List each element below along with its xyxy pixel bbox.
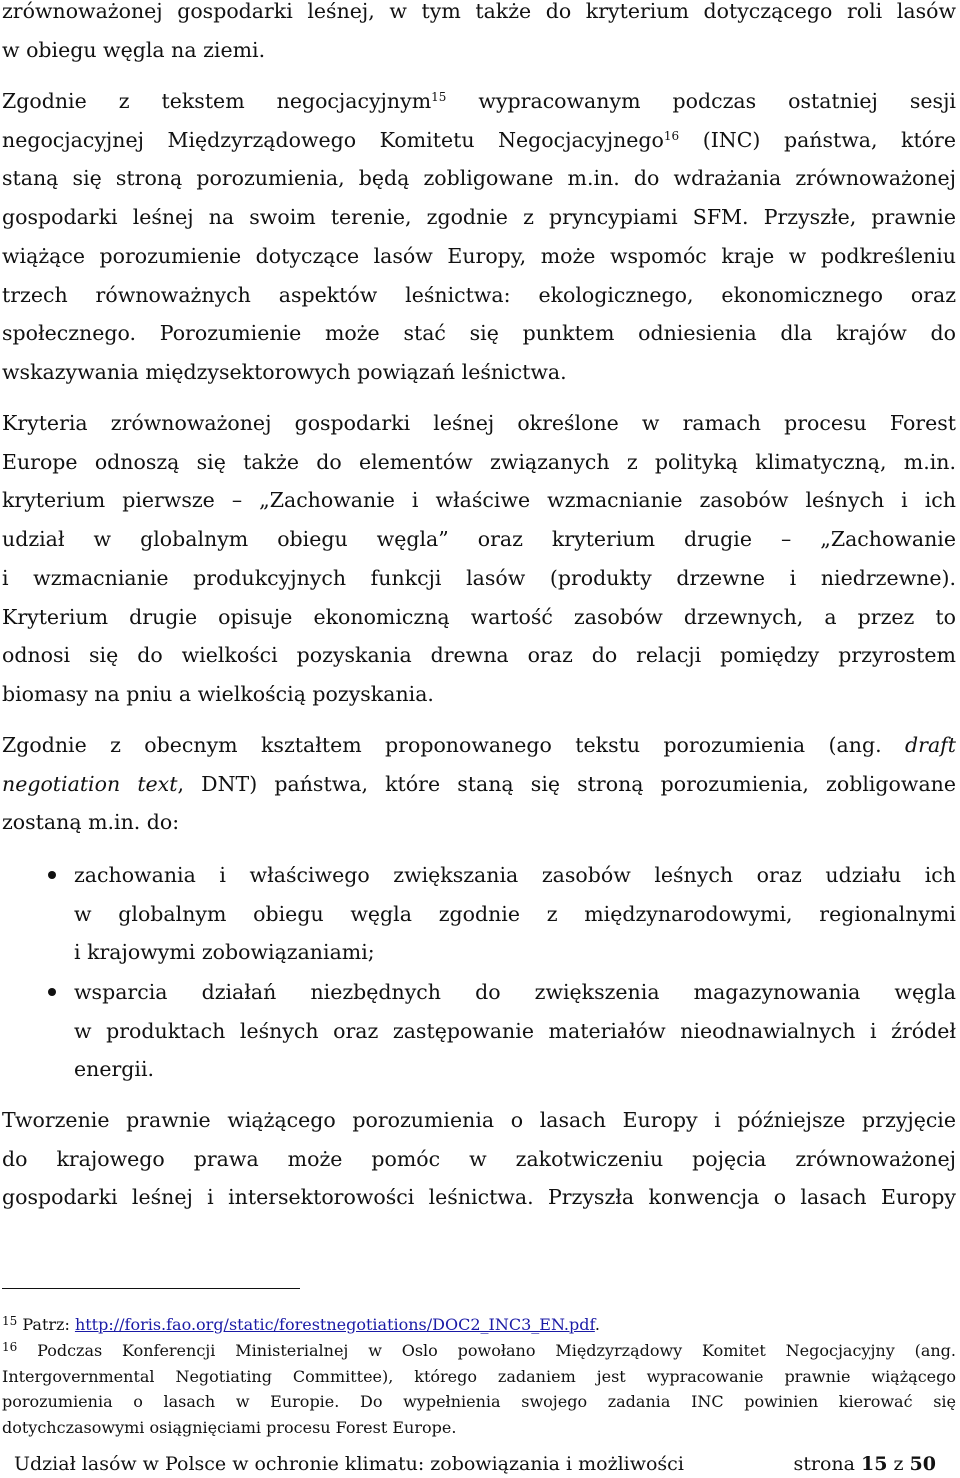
text-line: Kryterium drugie opisuje ekonomiczną wartość zasobów drzewnych, a przez to [2, 604, 956, 629]
text-line: zrównoważonej gospodarki leśnej, w tym także do kryterium dotyczącego roli lasów [2, 0, 956, 23]
text-line: biomasy na pniu a wielkością pozyskania. [2, 681, 434, 706]
paragraph-forest-europe-criteria [2, 404, 956, 714]
text-line: i wzmacnianie produkcyjnych funkcji lasów (produkty drzewne i niedrzewne). [2, 565, 956, 590]
text-line: odnosi się do wielkości pozyskania drewna oraz do relacji pomiędzy przyrostem [2, 643, 956, 668]
footnote-16 [2, 1335, 956, 1440]
text-line: zostaną m.in. do: [2, 810, 180, 835]
paragraph-legal-agreement [2, 1101, 956, 1217]
text-line: staną się stroną porozumienia, będą zobligowane m.in. do wdrażania zrównoważonej [2, 166, 956, 191]
bullet-marker [48, 988, 56, 996]
text-line: w obiegu węgla na ziemi. [2, 37, 266, 62]
page-number: strona 15 z 50 [793, 1453, 936, 1475]
paragraph-continuation [2, 0, 956, 69]
text-line: Europe odnoszą się także do elementów związanych z polityką klimatyczną, m.in. [2, 449, 956, 474]
text-line: wiążące porozumienie dotyczące lasów Europy, może wspomóc kraje w podkreśleniu [2, 243, 956, 268]
text-line: Tworzenie prawnie wiążącego porozumienia o lasach Europy i późniejsze przyjęcie [2, 1108, 956, 1132]
page-footer [14, 1452, 936, 1476]
text-line: negotiation text, DNT) państwa, które staną się stroną porozumienia, zobligowane [2, 771, 957, 796]
text-line: Zgodnie z obecnym kształtem proponowanego tekstu porozumienia (ang. draft [2, 733, 956, 757]
paragraph-dnt [2, 726, 956, 842]
text-line: i krajowymi zobowiązaniami; [74, 940, 375, 965]
text-line: w produktach leśnych oraz zastępowanie materiałów nieodnawialnych i źródeł [74, 1018, 956, 1043]
text-line: Kryteria zrównoważonej gospodarki leśnej określone w ramach procesu Forest [2, 411, 956, 435]
text-line: zachowania i właściwego zwiększania zasobów leśnych oraz udziału ich [74, 863, 956, 887]
text-line: negocjacyjnej Międzyrządowego Komitetu Negocjacyjnego$^{16}$ (INC) państwa, które [2, 127, 956, 152]
text-line: trzech równoważnych aspektów leśnictwa: ekologicznego, ekonomicznego oraz [2, 282, 956, 307]
text-line: udział w globalnym obiegu węgla” oraz kryterium drugie – „Zachowanie [2, 527, 956, 552]
footnote-ref-15[interactable]: 15 [431, 90, 447, 104]
footnote-15 [2, 1309, 956, 1338]
list-item [74, 973, 956, 1089]
text-line: porozumienia o lasach w Europie. Do wypełnienia swojego zadania INC powinien kierować się [2, 1392, 956, 1411]
bullet-marker [48, 871, 56, 879]
text-line: gospodarki leśnej i intersektorowości leśnictwa. Przyszła konwencja o lasach Europy [2, 1185, 956, 1210]
text-line: gospodarki leśnej na swoim terenie, zgodnie z pryncypiami SFM. Przyszłe, prawnie [2, 205, 956, 230]
footer-title: Udział lasów w Polsce w ochronie klimatu: zobowiązania i możliwości [14, 1453, 684, 1475]
text-line: Zgodnie z tekstem negocjacyjnym$^{15}$ wypracowanym podczas ostatniej sesji [2, 89, 956, 113]
text-line: do krajowego prawa może pomóc w zakotwiczeniu pojęcia zrównoważonej [2, 1146, 956, 1171]
text-line: energii. [74, 1057, 155, 1082]
footnote-ref-16[interactable]: 16 [663, 128, 680, 143]
text-line: $^{16}$ Podczas Konferencji Ministerialnej w Oslo powołano Międzyrządowy Komitet Negocjacyjny (ang. [2, 1340, 956, 1360]
footnote-separator [2, 1288, 300, 1289]
footnote-link[interactable]: http://foris.fao.org/static/forestnegotiations/DOC2_INC3_EN.pdf [74, 1315, 595, 1334]
text-line: Intergovernmental Negotiating Committee), którego zadaniem jest wypracowanie prawnie wiążącego [2, 1366, 956, 1386]
text-line: dotychczasowymi osiągnięciami procesu Forest Europe. [2, 1417, 457, 1437]
list-item [74, 856, 956, 972]
text-line: kryterium pierwsze – „Zachowanie i właściwe wzmacnianie zasobów leśnych i ich [2, 488, 956, 513]
paragraph-negotiation-text [2, 82, 956, 392]
text-line: społecznego. Porozumienie może stać się punktem odniesienia dla krajów do [2, 321, 956, 346]
text-line: $^{15}$ Patrz: http://foris.fao.org/static/forestnegotiations/DOC2_INC3_EN.pdf. [2, 1314, 600, 1334]
text-line: wsparcia działań niezbędnych do zwiększenia magazynowania węgla [74, 980, 956, 1004]
text-line: w globalnym obiegu węgla zgodnie z międzynarodowymi, regionalnymi [74, 901, 956, 926]
text-line: wskazywania międzysektorowych powiązań leśnictwa. [2, 359, 567, 384]
